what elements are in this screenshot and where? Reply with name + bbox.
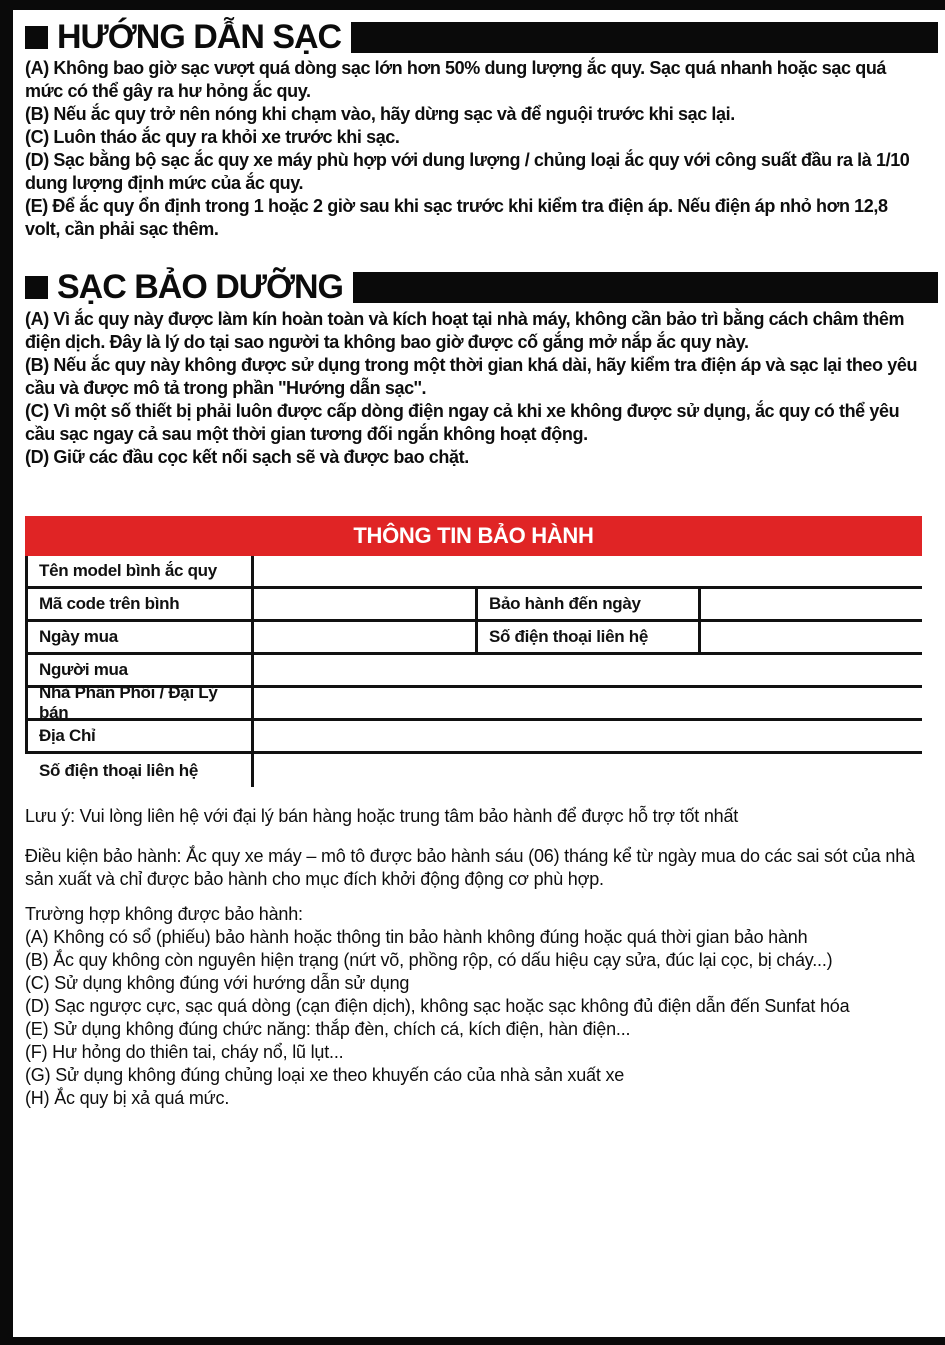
header-fill-bar — [351, 22, 938, 53]
left-edge-bar — [0, 0, 13, 1345]
bottom-edge-bar — [0, 1337, 945, 1345]
maintenance-charging-paragraphs — [25, 308, 922, 469]
field-label-battery-code: Mã code trên bình — [28, 589, 254, 619]
warranty-info-table — [25, 516, 922, 787]
field-blank-battery-code — [254, 589, 478, 619]
field-blank-contact-phone-right — [701, 622, 922, 652]
exclusion-e: (E) Sử dụng không đúng chức năng: thắp đèn, chích cá, kích điện, hàn điện... — [25, 1019, 631, 1039]
field-blank-model-name — [254, 556, 922, 586]
paragraph-b: (B) Nếu ắc quy này không được sử dụng trong một thời gian khá dài, hãy kiểm tra điện áp và sạc lại theo yêu cầu và được mô tả trong phần ''Hướng dẫn sạc''. — [25, 355, 918, 398]
paragraph-a: (A) Không bao giờ sạc vượt quá dòng sạc lớn hơn 50% dung lượng ắc quy. Sạc quá nhanh hoặc sạc quá mức có thể gây ra hư hỏng ắc quy. — [25, 58, 887, 101]
paragraph-d: (D) Sạc bằng bộ sạc ắc quy xe máy phù hợp với dung lượng / chủng loại ắc quy với công suất đầu ra là 1/10 dung lượng định mức của ắc quy. — [25, 150, 910, 193]
table-row-distributor — [25, 683, 922, 722]
table-row-address — [25, 721, 922, 754]
warranty-exclusions — [25, 903, 938, 1110]
exclusion-a: (A) Không có sổ (phiếu) bảo hành hoặc thông tin bảo hành không đúng hoặc quá thời gian bảo hành — [25, 927, 808, 947]
table-row-contact-phone — [25, 754, 922, 787]
table-row-purchase-date-and-phone — [25, 622, 922, 655]
header-fill-bar — [353, 272, 938, 303]
exclusion-h: (H) Ắc quy bị xả quá mức. — [25, 1088, 230, 1108]
field-label-warranty-until: Bảo hành đến ngày — [478, 589, 701, 619]
section-header-charging-guide — [25, 18, 938, 56]
square-bullet-icon — [25, 276, 48, 299]
warranty-conditions: Điều kiện bảo hành: Ắc quy xe máy – mô tô được bảo hành sáu (06) tháng kể từ ngày mua do các sai sót của nhà sản xuất và chỉ được bảo hành cho mục đích khởi động động cơ phù hợp. — [25, 846, 915, 889]
section-header-maintenance-charging — [25, 268, 938, 306]
paragraph-b: (B) Nếu ắc quy trở nên nóng khi chạm vào, hãy dừng sạc và để nguội trước khi sạc lại. — [25, 104, 735, 124]
field-label-purchase-date: Ngày mua — [28, 622, 254, 652]
field-label-buyer: Người mua — [28, 655, 254, 685]
exclusion-f: (F) Hư hỏng do thiên tai, cháy nổ, lũ lụt... — [25, 1042, 344, 1062]
section-title-maintenance-charging: SẠC BẢO DƯỠNG — [57, 268, 343, 306]
field-label-contact-phone: Số điện thoại liên hệ — [28, 754, 254, 787]
section-title-charging-guide: HƯỚNG DẪN SẠC — [57, 18, 342, 56]
field-label-distributor: Nhà Phân Phối / Đại Lý bán — [28, 688, 254, 718]
exclusion-g: (G) Sử dụng không đúng chủng loại xe theo khuyến cáo của nhà sản xuất xe — [25, 1065, 625, 1085]
paragraph-c: (C) Vì một số thiết bị phải luôn được cấp dòng điện ngay cả khi xe không được sử dụng, ắc quy có thể yêu cầu sạc ngay cả sau một thời gian tương đối ngắn không hoạt động. — [25, 401, 900, 444]
paragraph-e: (E) Để ắc quy ổn định trong 1 hoặc 2 giờ sau khi sạc trước khi kiểm tra điện áp. Nếu điện áp nhỏ hơn 12,8 volt, cần phải sạc thêm. — [25, 196, 888, 239]
square-bullet-icon — [25, 26, 48, 49]
field-blank-purchase-date — [254, 622, 478, 652]
section-maintenance-charging — [25, 268, 938, 469]
field-label-model-name: Tên model bình ắc quy — [28, 556, 254, 586]
field-blank-contact-phone — [254, 754, 922, 787]
table-row-model-name — [25, 556, 922, 589]
section-charging-guide — [25, 18, 938, 241]
exclusion-b: (B) Ắc quy không còn nguyên hiện trạng (nứt võ, phồng rộp, có dấu hiệu cạy sửa, đúc lại cọc, bị cháy...) — [25, 950, 833, 970]
exclusion-c: (C) Sử dụng không đúng với hướng dẫn sử dụng — [25, 973, 410, 993]
exclusions-title: Trường hợp không được bảo hành: — [25, 904, 303, 924]
charging-guide-paragraphs — [25, 57, 922, 241]
exclusion-d: (D) Sạc ngược cực, sạc quá dòng (cạn điện dịch), không sạc hoặc sạc không đủ điện dẫn đến Sunfat hóa — [25, 996, 850, 1016]
field-blank-address — [254, 721, 922, 751]
table-row-code-and-warranty-date — [25, 589, 922, 622]
paragraph-c: (C) Luôn tháo ắc quy ra khỏi xe trước khi sạc. — [25, 127, 400, 147]
paragraph-d: (D) Giữ các đầu cọc kết nối sạch sẽ và được bao chặt. — [25, 447, 469, 467]
field-blank-warranty-until — [701, 589, 922, 619]
warranty-table-title: THÔNG TIN BẢO HÀNH — [25, 516, 922, 556]
page-content — [25, 0, 938, 1110]
paragraph-a: (A) Vì ắc quy này được làm kín hoàn toàn và kích hoạt tại nhà máy, không cần bảo trì bằng cách châm thêm điện dịch. Đây là lý do tại sao người ta không bao giờ được cố gắng mở nắp ắc quy này. — [25, 309, 905, 352]
field-blank-buyer — [254, 655, 922, 685]
field-label-contact-phone-right: Số điện thoại liên hệ — [478, 622, 701, 652]
support-note: Lưu ý: Vui lòng liên hệ với đại lý bán hàng hoặc trung tâm bảo hành để được hỗ trợ tốt nhất — [25, 806, 739, 826]
field-label-address: Địa Chỉ — [28, 721, 254, 751]
field-blank-distributor — [254, 688, 922, 718]
